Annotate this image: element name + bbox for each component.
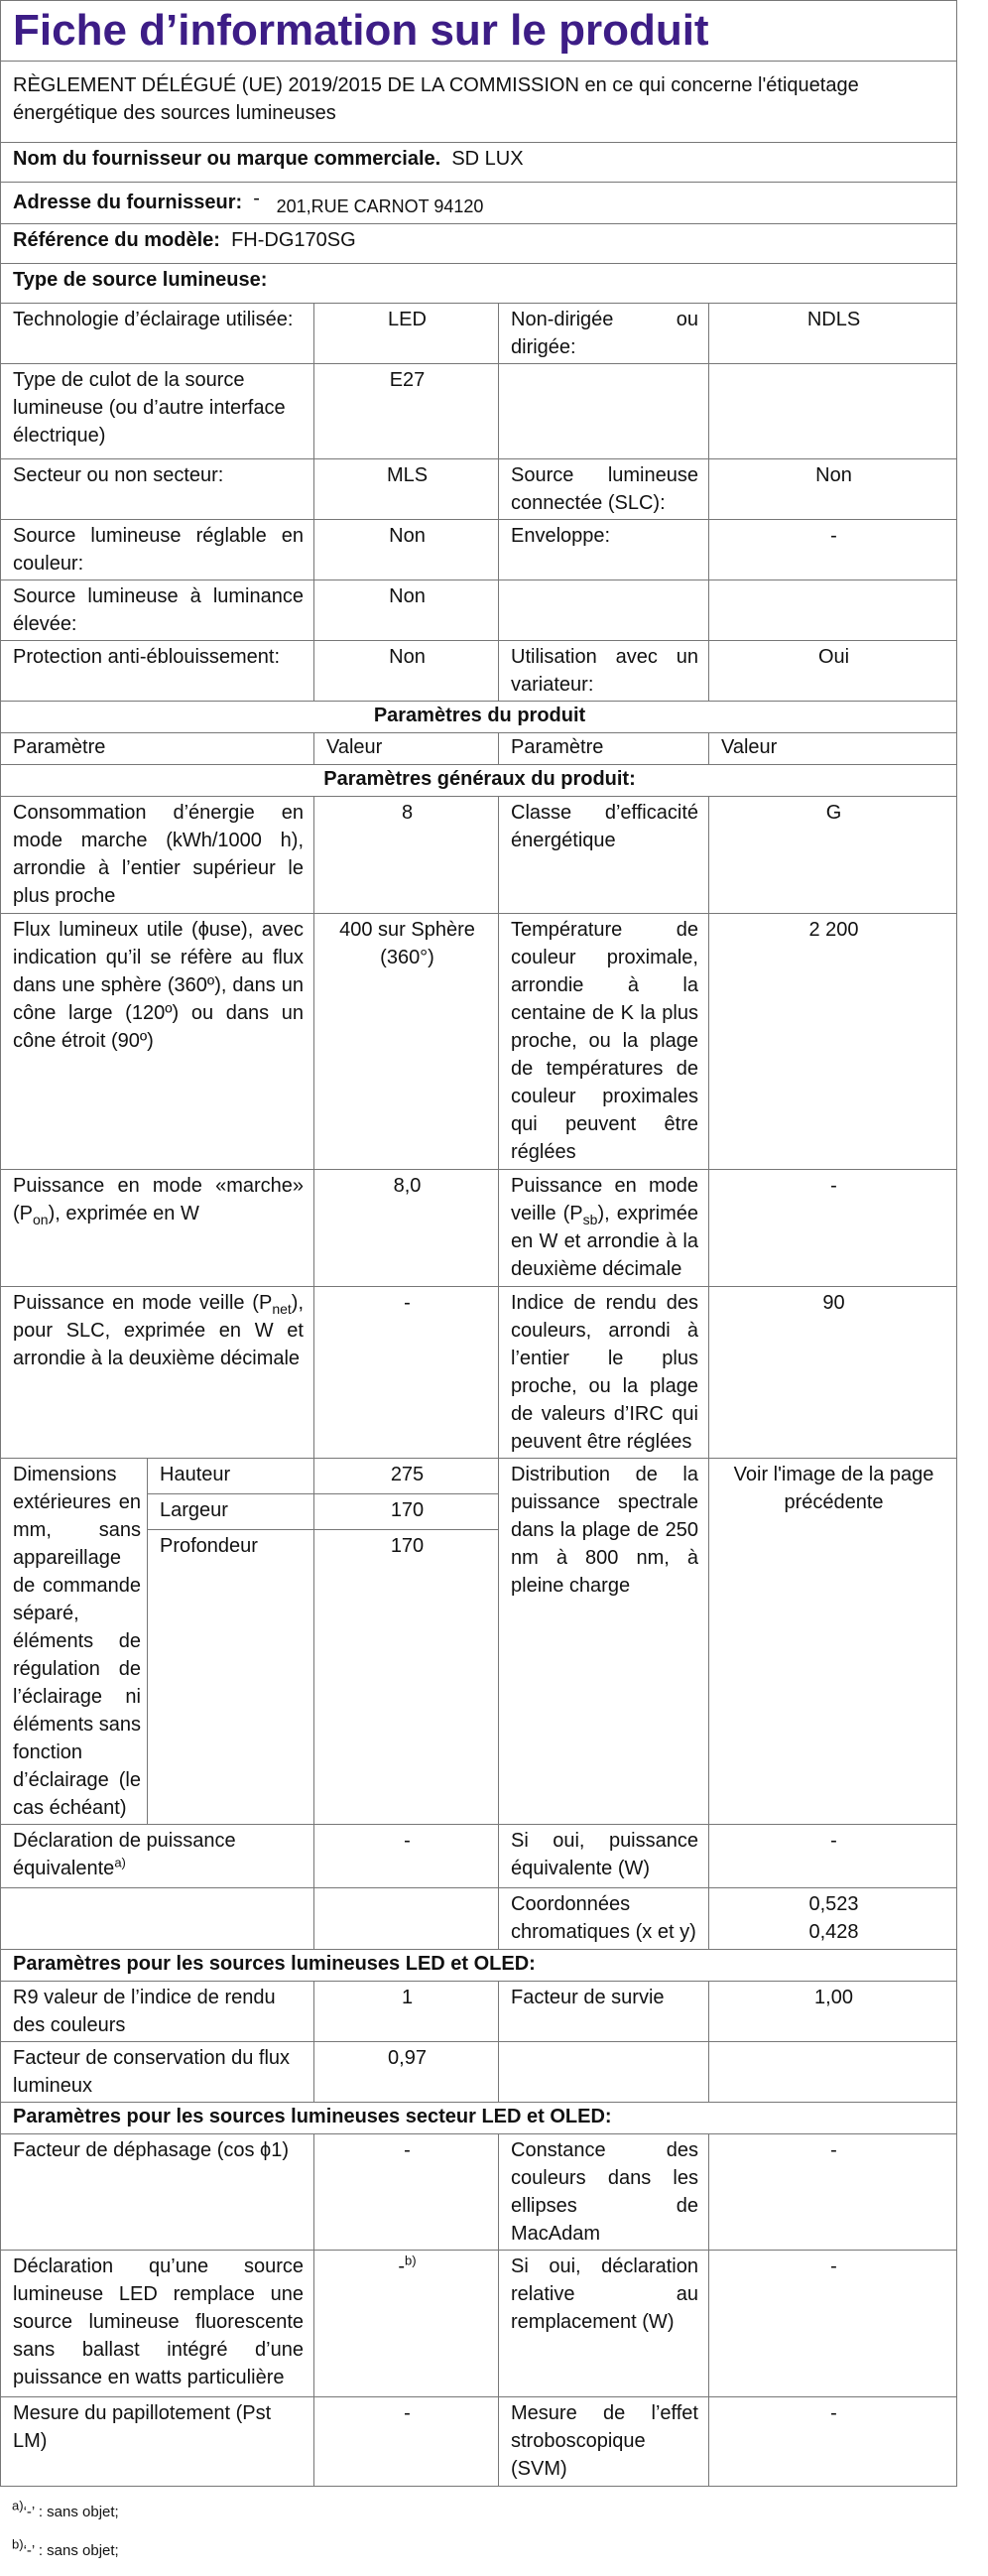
page-title: Fiche d’information sur le produit — [1, 1, 957, 62]
model-label: Référence du modèle: — [13, 229, 220, 251]
table-row — [1, 459, 957, 520]
table-row — [1, 520, 957, 580]
power-standby-label: Puissance en mode veille $(P_{sb})$, exprimée en W et arrondie à la deuxième décimale — [499, 1170, 709, 1287]
footnotes — [0, 2487, 956, 2576]
param-value: - — [709, 2251, 957, 2397]
param-label: Secteur ou non secteur: — [1, 459, 314, 520]
column-header-row — [1, 733, 957, 765]
param-value: - — [709, 520, 957, 580]
param-label: Facteur de déphasage (cos ϕ1) — [1, 2134, 314, 2251]
param-label: Déclaration qu’une source lumineuse LED remplace une source lumineuse fluorescente sans ballast intégré d’une puissance en watts particulière — [1, 2251, 314, 2397]
param-value: NDLS — [709, 304, 957, 364]
address-label: Adresse du fournisseur: — [13, 192, 243, 213]
column-header: Valeur — [314, 733, 499, 765]
param-label: Constance des couleurs dans les ellipses de MacAdam — [499, 2134, 709, 2251]
replacement-value: -$^{b)}$ — [314, 2251, 499, 2397]
column-header: Paramètre — [1, 733, 314, 765]
param-label: Si oui, déclaration relative au remplacement (W) — [499, 2251, 709, 2397]
param-label — [499, 580, 709, 641]
table-row — [1, 1982, 957, 2042]
column-header: Paramètre — [499, 733, 709, 765]
param-value: Non — [709, 459, 957, 520]
param-label: Si oui, puissance équivalente (W) — [499, 1825, 709, 1888]
chromaticity-y: 0,428 — [808, 1921, 859, 1943]
param-value: - — [709, 1170, 957, 1287]
dimension-value: 170 — [314, 1529, 499, 1564]
param-label: Type de culot de la source lumineuse (ou d’autre interface électrique) — [1, 364, 314, 459]
address-dash: - — [253, 188, 260, 209]
address-row — [1, 183, 957, 224]
dimension-value: 275 — [314, 1459, 499, 1494]
param-label: Source lumineuse réglable en couleur: — [1, 520, 314, 580]
param-value: - — [709, 2397, 957, 2487]
table-row — [1, 2134, 957, 2251]
dimension-name: Largeur — [148, 1493, 314, 1529]
footnote: $^{a)}$‘-’ : sans objet; — [12, 2498, 119, 2520]
power-net-label: Puissance en mode veille $(P_{net})$, pour SLC, exprimée en W et arrondie à la deuxième décimale — [1, 1287, 314, 1459]
chromaticity-x: 0,523 — [808, 1893, 859, 1915]
param-value — [709, 2042, 957, 2103]
dimension-name: Hauteur — [148, 1459, 314, 1494]
power-on-label: Puissance en mode «marche» $(P_{on})$, exprimée en W — [1, 1170, 314, 1287]
regulation-text: RÈGLEMENT DÉLÉGUÉ (UE) 2019/2015 DE LA COMMISSION en ce qui concerne l'étiquetage énergétique des sources lumineuses — [1, 62, 957, 143]
footnote: $^{b)}$‘-’ : sans objet; — [12, 2536, 119, 2559]
param-label: Source lumineuse à luminance élevée: — [1, 580, 314, 641]
param-value: Non — [314, 520, 499, 580]
param-value: 2 200 — [709, 914, 957, 1170]
param-value: LED — [314, 304, 499, 364]
param-label: Technologie d’éclairage utilisée: — [1, 304, 314, 364]
table-row — [1, 304, 957, 364]
param-label: Flux lumineux utile (ϕuse), avec indication qu’il se réfère au flux dans une sphère (360º), dans un cône large (120º) ou dans un cône étroit (90º) — [1, 914, 314, 1170]
param-value: 400 sur Sphère (360°) — [314, 914, 499, 1170]
param-label: Mesure du papillotement (Pst LM) — [1, 2397, 314, 2487]
mains-params-header: Paramètres pour les sources lumineuses secteur LED et OLED: — [1, 2103, 957, 2134]
param-label: Coordonnées chromatiques (x et y) — [499, 1888, 709, 1950]
table-row — [1, 1459, 957, 1494]
param-label: Classe d’efficacité énergétique — [499, 797, 709, 914]
param-value: - — [709, 2134, 957, 2251]
param-value: - — [314, 2397, 499, 2487]
table-row — [1, 797, 957, 914]
dimension-value: 170 — [314, 1493, 499, 1529]
param-value: E27 — [314, 364, 499, 459]
param-label — [499, 2042, 709, 2103]
dimensions-label: Dimensions extérieures en mm, sans appareillage de commande séparé, éléments de régulation de l’éclairage ni éléments sans fonction d’éclairage (le cas échéant) — [1, 1459, 148, 1825]
param-value: G — [709, 797, 957, 914]
param-label: Source lumineuse connectée (SLC): — [499, 459, 709, 520]
param-value: - — [314, 1287, 499, 1459]
table-row — [1, 1888, 957, 1950]
param-label — [499, 364, 709, 459]
param-value — [709, 580, 957, 641]
param-value: 1,00 — [709, 1982, 957, 2042]
param-value — [709, 364, 957, 459]
param-value: 8 — [314, 797, 499, 914]
source-type-header: Type de source lumineuse: — [1, 264, 957, 304]
param-value: 0,97 — [314, 2042, 499, 2103]
param-label: Distribution de la puissance spectrale dans la plage de 250 nm à 800 nm, à pleine charge — [499, 1459, 709, 1825]
supplier-value: SD LUX — [451, 148, 524, 170]
chromaticity-values — [709, 1888, 957, 1950]
param-value: Voir l'image de la page précédente — [709, 1459, 957, 1825]
param-value: Oui — [709, 641, 957, 702]
param-label: Consommation d’énergie en mode marche (kWh/1000 h), arrondie à l’entier supérieur le plus proche — [1, 797, 314, 914]
supplier-label: Nom du fournisseur ou marque commerciale. — [13, 148, 441, 170]
param-label: Facteur de survie — [499, 1982, 709, 2042]
param-label: Utilisation avec un variateur: — [499, 641, 709, 702]
param-label: R9 valeur de l’indice de rendu des couleurs — [1, 1982, 314, 2042]
column-header: Valeur — [709, 733, 957, 765]
table-row — [1, 364, 957, 459]
table-row — [1, 1825, 957, 1888]
table-row — [1, 2042, 957, 2103]
param-value: - — [314, 1825, 499, 1888]
param-label: Température de couleur proximale, arrondie à la centaine de K la plus proche, ou la plage de températures de couleur proximales qui peuvent être réglées — [499, 914, 709, 1170]
param-label: Protection anti-éblouissement: — [1, 641, 314, 702]
param-label: Non-dirigée ou dirigée: — [499, 304, 709, 364]
table-row — [1, 2251, 957, 2397]
param-label: Facteur de conservation du flux lumineux — [1, 2042, 314, 2103]
param-value: - — [709, 1825, 957, 1888]
table-row — [1, 1287, 957, 1459]
general-params-header: Paramètres généraux du produit: — [1, 765, 957, 797]
param-value: MLS — [314, 459, 499, 520]
supplier-row — [1, 143, 957, 183]
led-params-header: Paramètres pour les sources lumineuses LED et OLED: — [1, 1950, 957, 1982]
param-value: 90 — [709, 1287, 957, 1459]
equivalent-power-label: Déclaration de puissance équivalente$^{a)}$ — [1, 1825, 314, 1888]
table-row — [1, 1170, 957, 1287]
table-row — [1, 641, 957, 702]
table-row — [1, 2397, 957, 2487]
param-value: - — [314, 2134, 499, 2251]
table-row — [1, 580, 957, 641]
address-value: 201,RUE CARNOT 94120 — [276, 196, 484, 216]
model-value: FH-DG170SG — [231, 229, 356, 251]
param-value: Non — [314, 580, 499, 641]
table-row — [1, 914, 957, 1170]
param-value: 1 — [314, 1982, 499, 2042]
param-value: 8,0 — [314, 1170, 499, 1287]
param-value: Non — [314, 641, 499, 702]
params-header: Paramètres du produit — [1, 702, 957, 733]
param-label: Indice de rendu des couleurs, arrondi à l’entier le plus proche, ou la plage de valeurs d’IRC qui peuvent être réglées — [499, 1287, 709, 1459]
model-row — [1, 224, 957, 264]
dimension-name: Profondeur — [148, 1529, 314, 1564]
param-label: Mesure de l’effet stroboscopique (SVM) — [499, 2397, 709, 2487]
param-label: Enveloppe: — [499, 520, 709, 580]
